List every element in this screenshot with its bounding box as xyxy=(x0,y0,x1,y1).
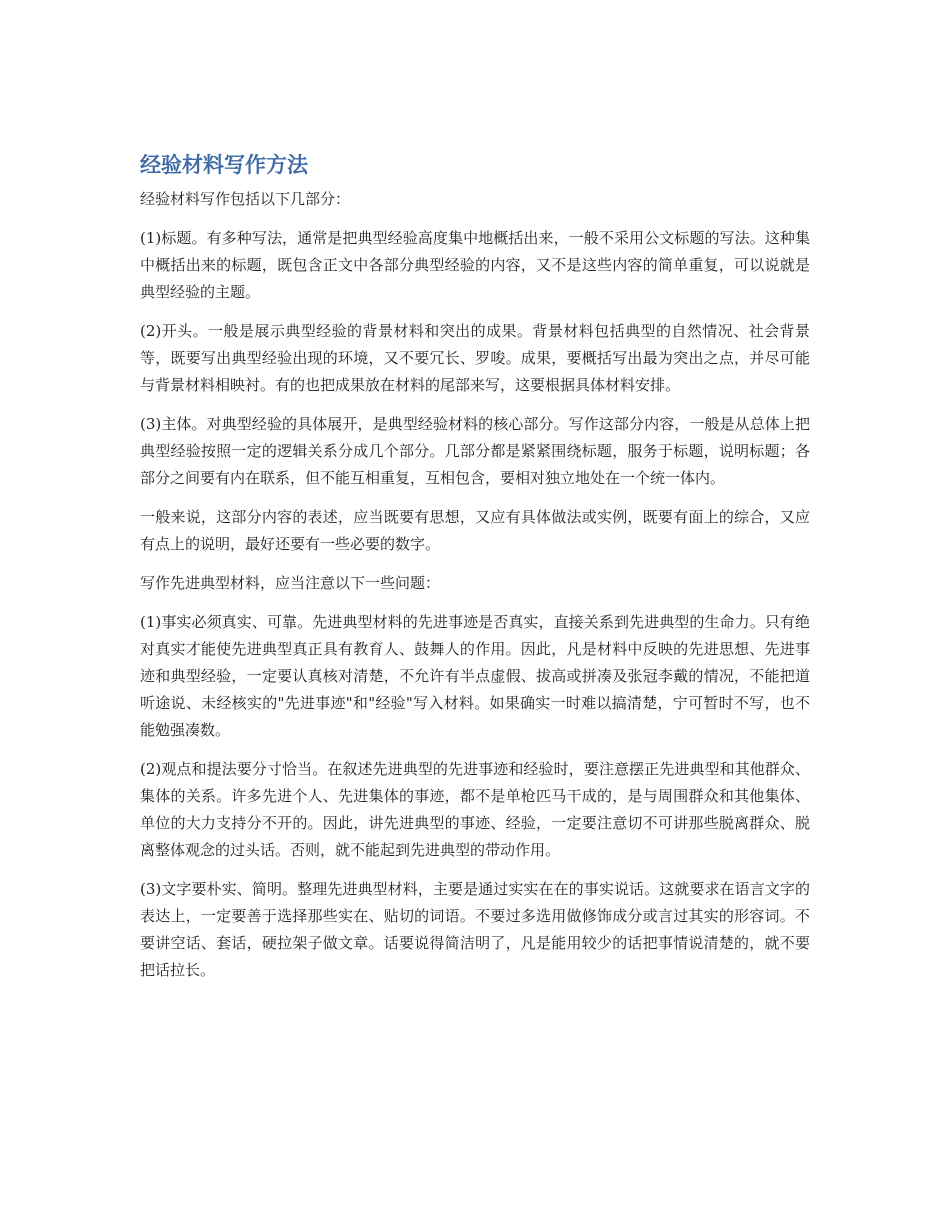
document-body xyxy=(140,150,810,996)
paragraph-advanced-material-intro: 写作先进典型材料，应当注意以下一些问题： xyxy=(140,574,441,592)
paragraph-views-appropriate: (2)观点和提法要分寸恰当。在叙述先进典型的先进事迹和经验时，要注意摆正先进典型和其他群众、集体的关系。许多先进个人、先进集体的事迹，都不是单枪匹马干成的，是与周围群众和其他集体、单位的大力支持分不开的。因此，讲先进典型的事迹、经验，一定要注意切不可讲那些脱离群众、脱离整体观念的过头话。否则，就不能起到先进典型的带动作用。 xyxy=(140,760,810,859)
document-title: 经验材料写作方法 xyxy=(140,153,308,177)
paragraph-language-simple: (3)文字要朴实、简明。整理先进典型材料，主要是通过实实在在的事实说话。这就要求在语言文字的表达上，一定要善于选择那些实在、贴切的词语。不要过多选用做修饰成分或言过其实的形容词。不要讲空话、套话，硬拉架子做文章。话要说得简洁明了，凡是能用较少的话把事情说清楚的，就不要把话拉长。 xyxy=(140,880,810,979)
paragraph-facts-true: (1)事实必须真实、可靠。先进典型材料的先进事迹是否真实，直接关系到先进典型的生命力。只有绝对真实才能使先进典型真正具有教育人、鼓舞人的作用。因此，凡是材料中反映的先进思想、先进事迹和典型经验，一定要认真核对清楚，不允许有半点虚假、拔高或拼凑及张冠李戴的情况，不能把道听途说、未经核实的"先进事迹"和"经验"写入材料。如果确实一时难以搞清楚，宁可暂时不写，也不能勉强凑数。 xyxy=(140,613,810,739)
intro-text: 经验材料写作包括以下几部分： xyxy=(140,190,351,208)
paragraph-title-section: (1)标题。有多种写法，通常是把典型经验高度集中地概括出来，一般不采用公文标题的写法。这种集中概括出来的标题，既包含正文中各部分典型经验的内容，又不是这些内容的简单重复，可以说就是典型经验的主题。 xyxy=(140,229,810,301)
paragraph-body-content-note: 一般来说，这部分内容的表述，应当既要有思想，又应有具体做法或实例，既要有面上的综合，又应有点上的说明，最好还要有一些必要的数字。 xyxy=(140,508,810,553)
paragraph-opening-section: (2)开头。一般是展示典型经验的背景材料和突出的成果。背景材料包括典型的自然情况、社会背景等，既要写出典型经验出现的环境，又不要冗长、罗唆。成果，要概括写出最为突出之点，并尽可能与背景材料相映衬。有的也把成果放在材料的尾部来写，这要根据具体材料安排。 xyxy=(140,322,810,394)
paragraph-main-body-section: (3)主体。对典型经验的具体展开，是典型经验材料的核心部分。写作这部分内容，一般是从总体上把典型经验按照一定的逻辑关系分成几个部分。几部分都是紧紧围绕标题，服务于标题，说明标题；各部分之间要有内在联系，但不能互相重复，互相包含，要相对独立地处在一个统一体内。 xyxy=(140,415,810,487)
